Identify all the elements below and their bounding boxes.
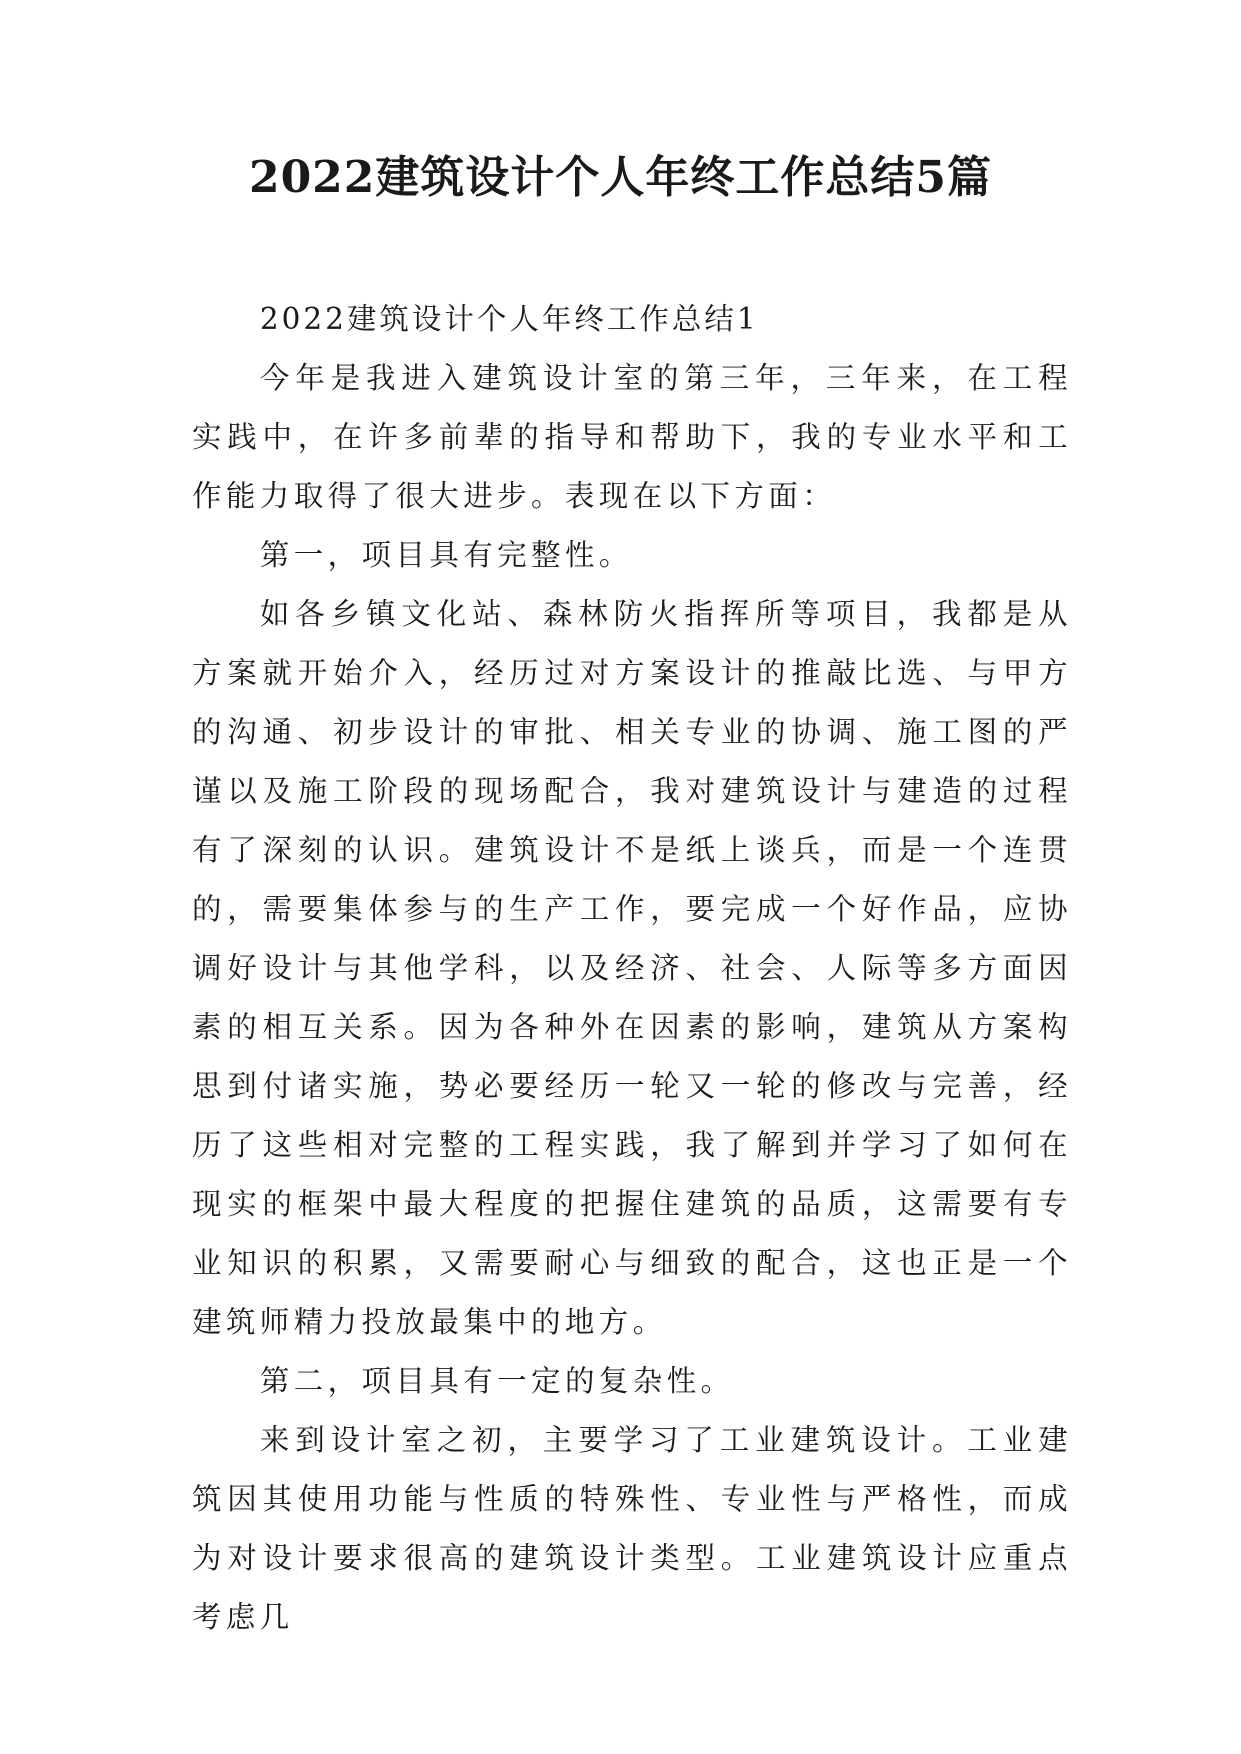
paragraph: 如各乡镇文化站、森林防火指挥所等项目，我都是从方案就开始介入，经历过对方案设计的推敲比选、与甲方的沟通、初步设计的审批、相关专业的协调、施工图的严谨以及施工阶段的现场配合，我对建筑设计与建造的过程有了深刻的认识。建筑设计不是纸上谈兵，而是一个连贯的，需要集体参与的生产工作，要完成一个好作品，应协调好设计与其他学科，以及经济、社会、人际等多方面因素的相互关系。因为各种外在因素的影响，建筑从方案构思到付诸实施，势必要经历一轮又一轮的修改与完善，经历了这些相对完整的工程实践，我了解到并学习了如何在现实的框架中最大程度的把握住建筑的品质，这需要有专业知识的积累，又需要耐心与细致的配合，这也正是一个建筑师精力投放最集中的地方。 <box>192 597 1072 1339</box>
section-heading: 2022建筑设计个人年终工作总结1 <box>259 302 759 336</box>
paragraph: 今年是我进入建筑设计室的第三年，三年来，在工程实践中，在许多前辈的指导和帮助下，我的专业水平和工作能力取得了很大进步。表现在以下方面： <box>192 361 1072 513</box>
point-heading: 第二，项目具有一定的复杂性。 <box>259 1364 735 1398</box>
document-title: 2022建筑设计个人年终工作总结5篇 <box>248 152 993 203</box>
document-body <box>192 290 1072 1647</box>
point-heading: 第一，项目具有完整性。 <box>259 538 633 572</box>
paragraph: 来到设计室之初，主要学习了工业建筑设计。工业建筑因其使用功能与性质的特殊性、专业性与严格性，而成为对设计要求很高的建筑设计类型。工业建筑设计应重点考虑几 <box>192 1423 1072 1634</box>
